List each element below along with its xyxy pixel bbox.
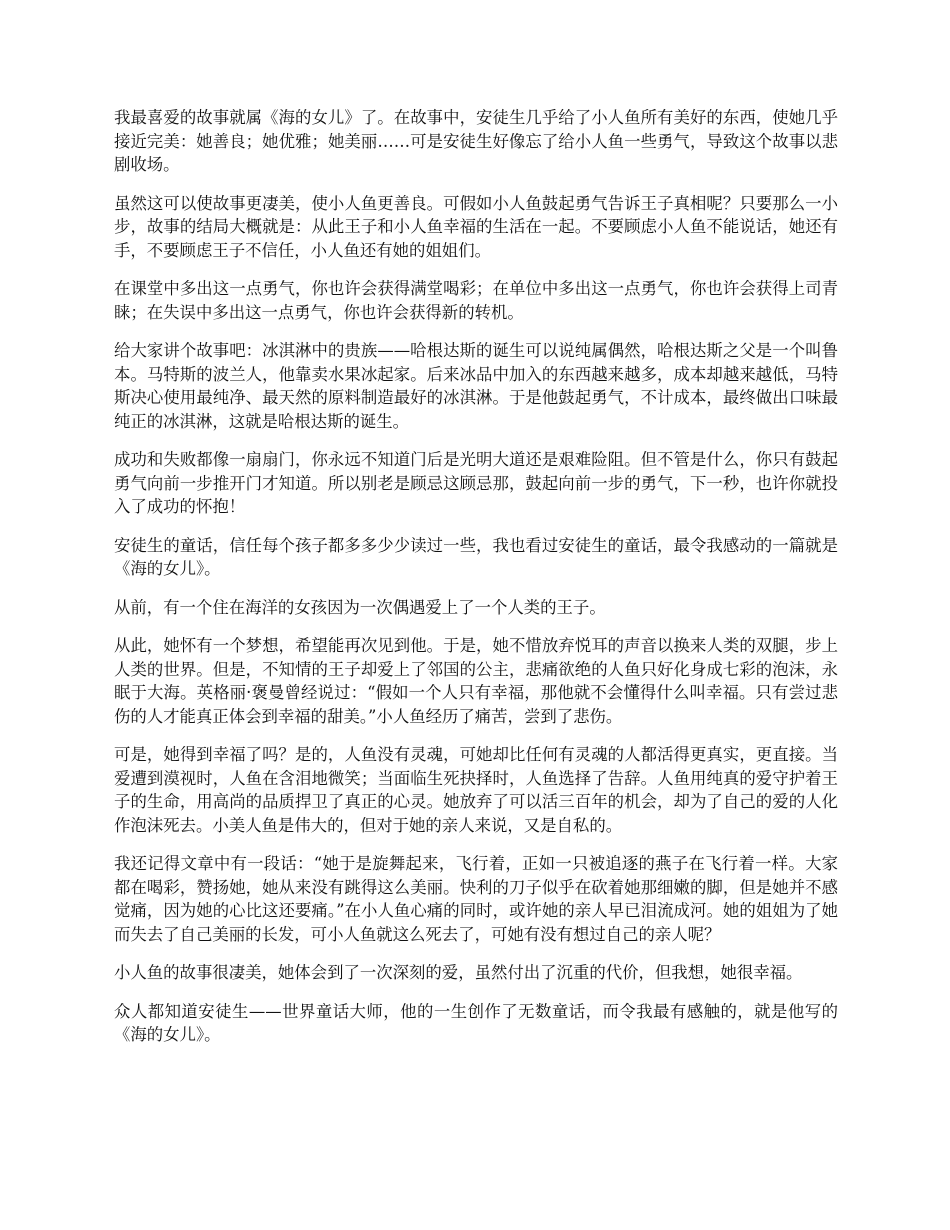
paragraph-4: 给大家讲个故事吧：冰淇淋中的贵族——哈根达斯的诞生可以说纯属偶然，哈根达斯之父是一个叫鲁本。马特斯的波兰人，他靠卖水果冰起家。后来冰品中加入的东西越来越多，成本却越来越低，马特斯决心使用最纯净、最天然的原料制造最好的冰淇淋。于是他鼓起勇气，不计成本，最终做出口味最纯正的冰淇淋，这就是哈根达斯的诞生。 — [114, 341, 838, 431]
paragraph-11: 小人鱼的故事很凄美，她体会到了一次深刻的爱，虽然付出了沉重的代价，但我想，她很幸福。 — [114, 963, 803, 982]
paragraph-8: 从此，她怀有一个梦想，希望能再次见到他。于是，她不惜放弃悦耳的声音以换来人类的双腿，步上人类的世界。但是，不知情的王子却爱上了邻国的公主，悲痛欲绝的人鱼只好化身成七彩的泡沫，永眠于大海。英格丽·褒曼曾经说过：“假如一个人只有幸福，那他就不会懂得什么叫幸福。只有尝过悲伤的人才能真正体会到幸福的甜美。”小人鱼经历了痛苦，尝到了悲伤。 — [114, 636, 838, 726]
paragraph-5: 成功和失败都像一扇扇门，你永远不知道门后是光明大道还是艰难险阻。但不管是什么，你只有鼓起勇气向前一步推开门才知道。所以别老是顾忌这顾忌那，鼓起向前一步的勇气，下一秒，也许你就投入了成功的怀抱！ — [114, 450, 838, 516]
paragraph-6: 安徒生的童话，信任每个孩子都多多少少读过一些，我也看过安徒生的童话，最令我感动的一篇就是《海的女儿》。 — [114, 535, 838, 578]
paragraph-10: 我还记得文章中有一段话：“她于是旋舞起来，飞行着，正如一只被追逐的燕子在飞行着一样。大家都在喝彩，赞扬她，她从来没有跳得这么美丽。快利的刀子似乎在砍着她那细嫩的脚，但是她并不感觉痛，因为她的心比这还要痛。”在小人鱼心痛的同时，或许她的亲人早已泪流成河。她的姐姐为了她而失去了自己美丽的长发，可小人鱼就这么死去了，可她有没有想过自己的亲人呢？ — [114, 854, 838, 944]
paragraph-9: 可是，她得到幸福了吗？是的，人鱼没有灵魂，可她却比任何有灵魂的人都活得更真实，更直接。当爱遭到漠视时，人鱼在含泪地微笑；当面临生死抉择时，人鱼选择了告辞。人鱼用纯真的爱守护着王子的生命，用高尚的品质捍卫了真正的心灵。她放弃了可以活三百年的机会，却为了自己的爱的人化作泡沫死去。小美人鱼是伟大的，但对于她的亲人来说，又是自私的。 — [114, 745, 838, 835]
paragraph-2: 虽然这可以使故事更凄美，使小人鱼更善良。可假如小人鱼鼓起勇气告诉王子真相呢？只要那么一小步，故事的结局大概就是：从此王子和小人鱼幸福的生活在一起。不要顾虑小人鱼不能说话，她还有手，不要顾虑王子不信任，小人鱼还有她的姐姐们。 — [114, 193, 838, 260]
paragraph-7: 从前，有一个住在海洋的女孩因为一次偶遇爱上了一个人类的王子。 — [114, 597, 606, 617]
paragraph-1: 我最喜爱的故事就属《海的女儿》了。在故事中，安徒生几乎给了小人鱼所有美好的东西，使她几乎接近完美：她善良；她优雅；她美丽……可是安徒生好像忘了给小人鱼一些勇气，导致这个故事以悲剧收场。 — [114, 108, 838, 174]
paragraph-12: 众人都知道安徒生——世界童话大师，他的一生创作了无数童话，而令我最有感触的，就是他写的《海的女儿》。 — [114, 1001, 838, 1044]
paragraph-3: 在课堂中多出这一点勇气，你也许会获得满堂喝彩；在单位中多出这一点勇气，你也许会获得上司青睐；在失误中多出这一点勇气，你也许会获得新的转机。 — [114, 279, 838, 322]
